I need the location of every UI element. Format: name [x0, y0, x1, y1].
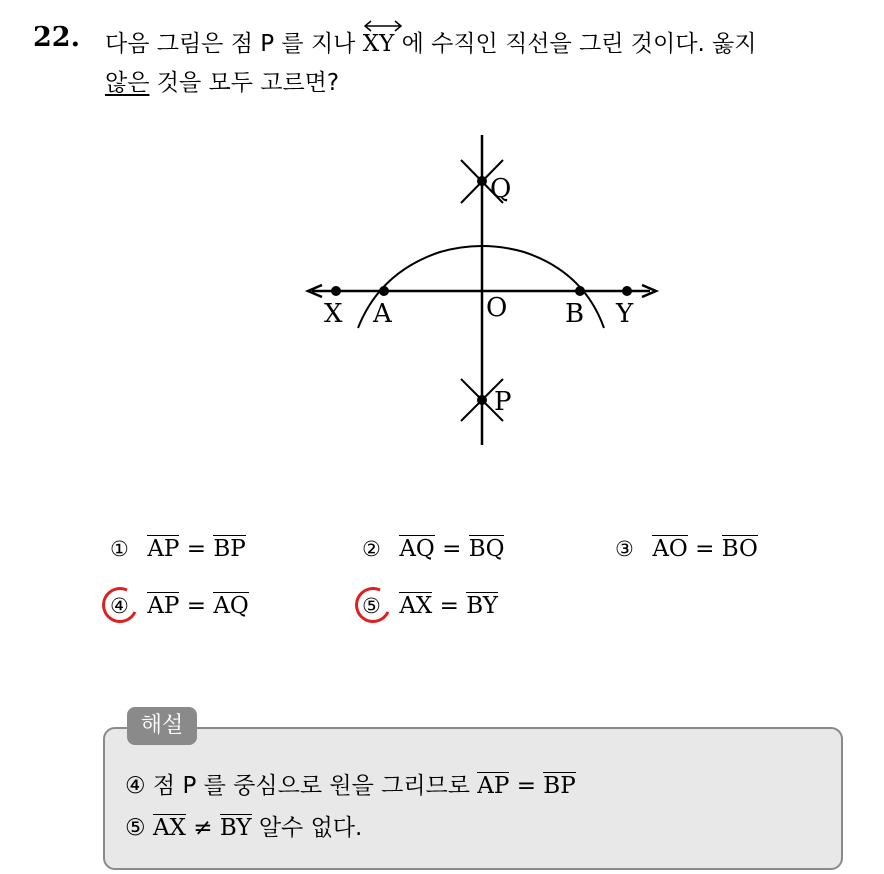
choice-3[interactable] — [615, 535, 758, 562]
point-label-a: A — [373, 299, 392, 329]
segment-left: AP — [147, 536, 180, 562]
point-p-dot — [477, 395, 487, 405]
choice-4[interactable] — [110, 592, 249, 619]
question-underlined-word: 않은 — [105, 70, 150, 96]
choice-1[interactable] — [110, 535, 246, 562]
choice-number: ② — [362, 537, 381, 561]
line-xy-label: XY — [362, 31, 395, 57]
segment-right: BQ — [468, 536, 505, 562]
operator: = — [516, 773, 536, 799]
choice-number: ③ — [615, 537, 634, 561]
operator: = — [695, 536, 715, 562]
solution-line2-prefix: ⑤ — [125, 815, 146, 841]
point-y-dot — [622, 286, 632, 296]
solution-line1 — [125, 767, 576, 800]
segment-left: AO — [652, 536, 688, 562]
point-label-y: Y — [616, 299, 634, 329]
point-b-dot — [575, 286, 585, 296]
segment-right: BP — [543, 773, 576, 799]
operator: = — [186, 593, 206, 619]
point-a-dot — [379, 286, 389, 296]
solution-line2 — [125, 809, 362, 842]
point-label-o: O — [486, 293, 508, 323]
question-text-part2: 에 수직인 직선을 그린 것이다. 옳지 — [401, 31, 757, 57]
segment-right: BP — [213, 536, 246, 562]
point-x-dot — [331, 286, 341, 296]
segment-right: AQ — [213, 593, 249, 619]
point-label-q: Q — [490, 174, 512, 204]
choice-2[interactable] — [362, 535, 504, 562]
segment-right: BY — [219, 815, 252, 841]
point-label-b: B — [565, 299, 585, 329]
operator: ≠ — [193, 815, 213, 841]
segment-left: AX — [399, 593, 433, 619]
choice-number: ① — [110, 537, 129, 561]
point-q-dot — [477, 176, 487, 186]
segment-left: AX — [152, 815, 186, 841]
choice-5[interactable] — [362, 592, 498, 619]
operator: = — [442, 536, 462, 562]
operator: = — [186, 536, 206, 562]
operator: = — [439, 593, 459, 619]
solution-line1-prefix: ④ 점 P 를 중심으로 원을 그리므로 — [125, 773, 470, 799]
question-number: 22. — [33, 22, 80, 53]
point-label-x: X — [324, 299, 343, 329]
segment-left: AQ — [399, 536, 435, 562]
segment-left: AP — [147, 593, 180, 619]
question-text-part3: 것을 모두 고르면? — [156, 70, 340, 96]
choice-number: ⑤ — [362, 594, 381, 618]
solution-tag: 해설 — [127, 707, 197, 745]
choice-number: ④ — [110, 594, 129, 618]
question-text-part1: 다음 그림은 점 P 를 지나 — [105, 31, 356, 57]
solution-line2-suffix: 알수 없다. — [258, 815, 363, 841]
segment-left: AP — [477, 773, 510, 799]
point-label-p: P — [494, 387, 512, 417]
segment-right: BO — [721, 536, 758, 562]
segment-right: BY — [466, 593, 498, 619]
